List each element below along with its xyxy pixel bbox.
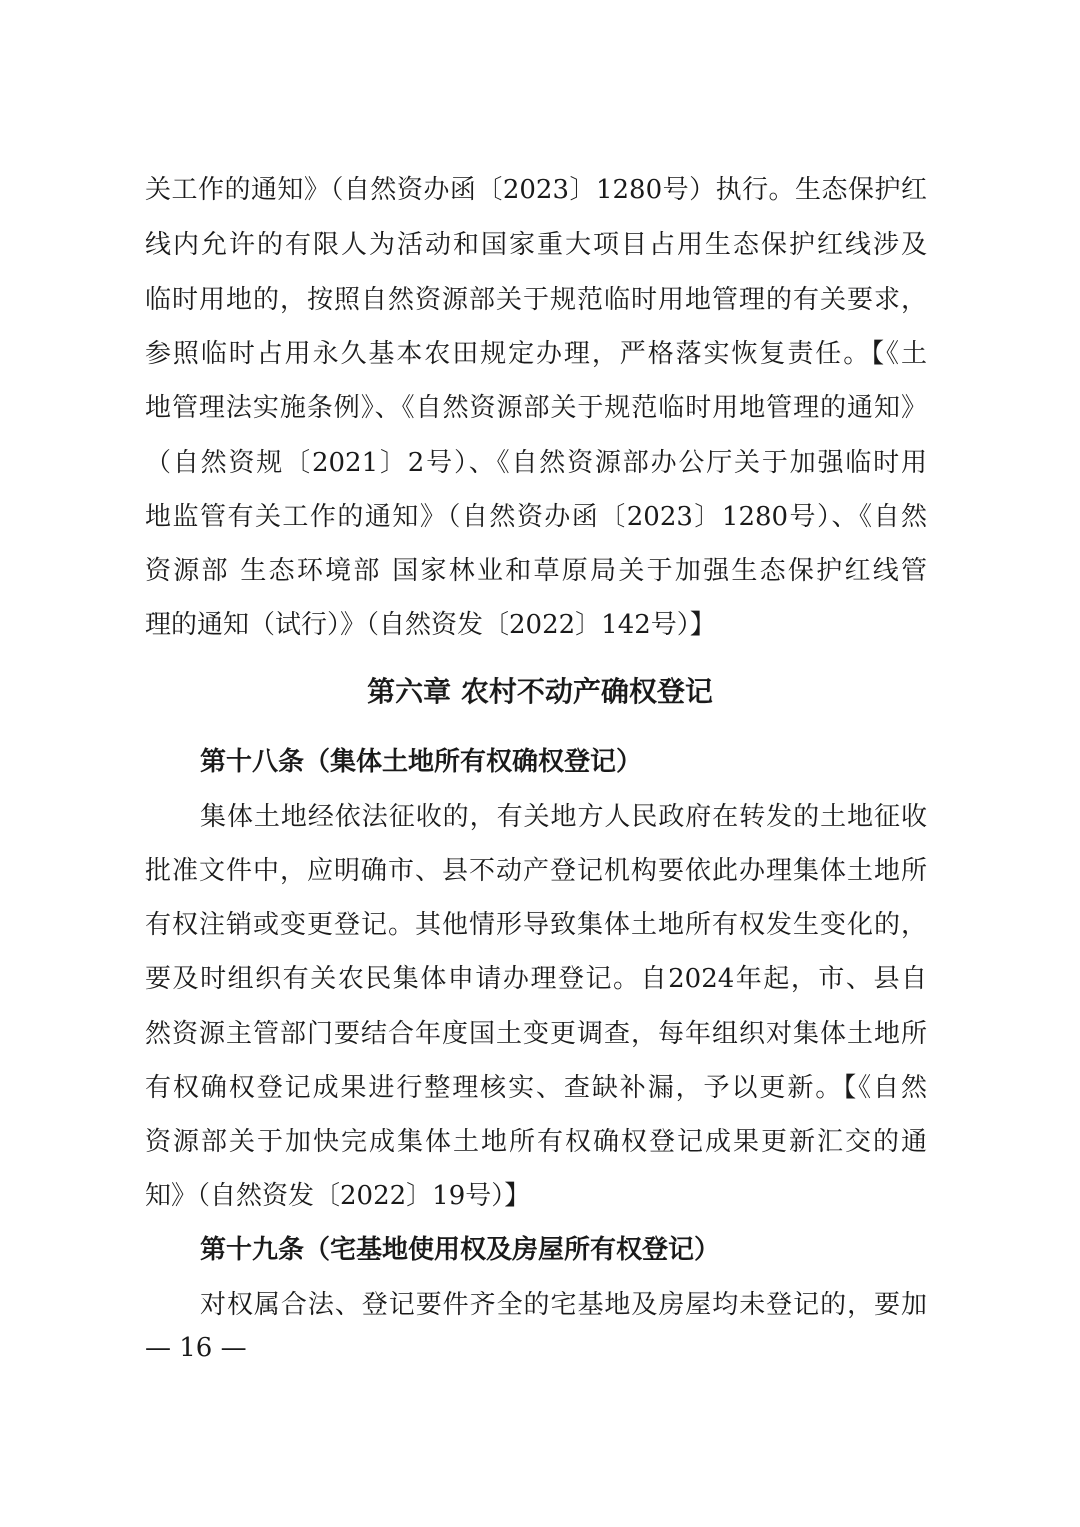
paragraph-line: 集体土地经依法征收的，有关地方人民政府在转发的土地征收 [200, 802, 927, 832]
paragraph-line: 有权注销或变更登记。其他情形导致集体土地所有权发生变化的， [145, 910, 927, 940]
article-19-heading: 第十九条（宅基地使用权及房屋所有权登记） [200, 1235, 721, 1265]
article-18-heading: 第十八条（集体土地所有权确权登记） [200, 747, 643, 777]
paragraph-line: 要及时组织有关农民集体申请办理登记。自2024年起，市、县自 [145, 964, 927, 994]
paragraph-line: （自然资规〔2021〕2号）、《自然资源部办公厅关于加强临时用 [145, 448, 927, 478]
paragraph-line: 然资源主管部门要结合年度国土变更调查，每年组织对集体土地所 [145, 1019, 927, 1049]
paragraph-line: 资源部关于加快完成集体土地所有权确权登记成果更新汇交的通 [145, 1127, 927, 1157]
paragraph-line: 关工作的通知》（自然资办函〔2023〕1280号）执行。生态保护红 [145, 175, 927, 205]
paragraph-line: 线内允许的有限人为活动和国家重大项目占用生态保护红线涉及 [145, 230, 927, 260]
paragraph-line: 理的通知（试行）》（自然资发〔2022〕142号）】 [145, 610, 716, 640]
chapter-title: 第六章 农村不动产确权登记 [367, 675, 713, 708]
paragraph-line: 地管理法实施条例》、《自然资源部关于规范临时用地管理的通知》 [145, 393, 927, 423]
paragraph-line: 有权确权登记成果进行整理核实、查缺补漏，予以更新。【《自然 [145, 1073, 927, 1103]
page-number: — 16 — [145, 1333, 247, 1363]
paragraph-line: 知》（自然资发〔2022〕19号）】 [145, 1181, 531, 1211]
paragraph-line: 临时用地的，按照自然资源部关于规范临时用地管理的有关要求， [145, 285, 927, 315]
paragraph-line: 参照临时占用永久基本农田规定办理，严格落实恢复责任。【《土 [145, 339, 927, 369]
paragraph-line: 对权属合法、登记要件齐全的宅基地及房屋均未登记的，要加 [200, 1290, 927, 1320]
paragraph-line: 资源部 生态环境部 国家林业和草原局关于加强生态保护红线管 [145, 556, 927, 586]
paragraph-line: 批准文件中，应明确市、县不动产登记机构要依此办理集体土地所 [145, 856, 927, 886]
paragraph-line: 地监管有关工作的通知》（自然资办函〔2023〕1280号）、《自然 [145, 502, 927, 532]
